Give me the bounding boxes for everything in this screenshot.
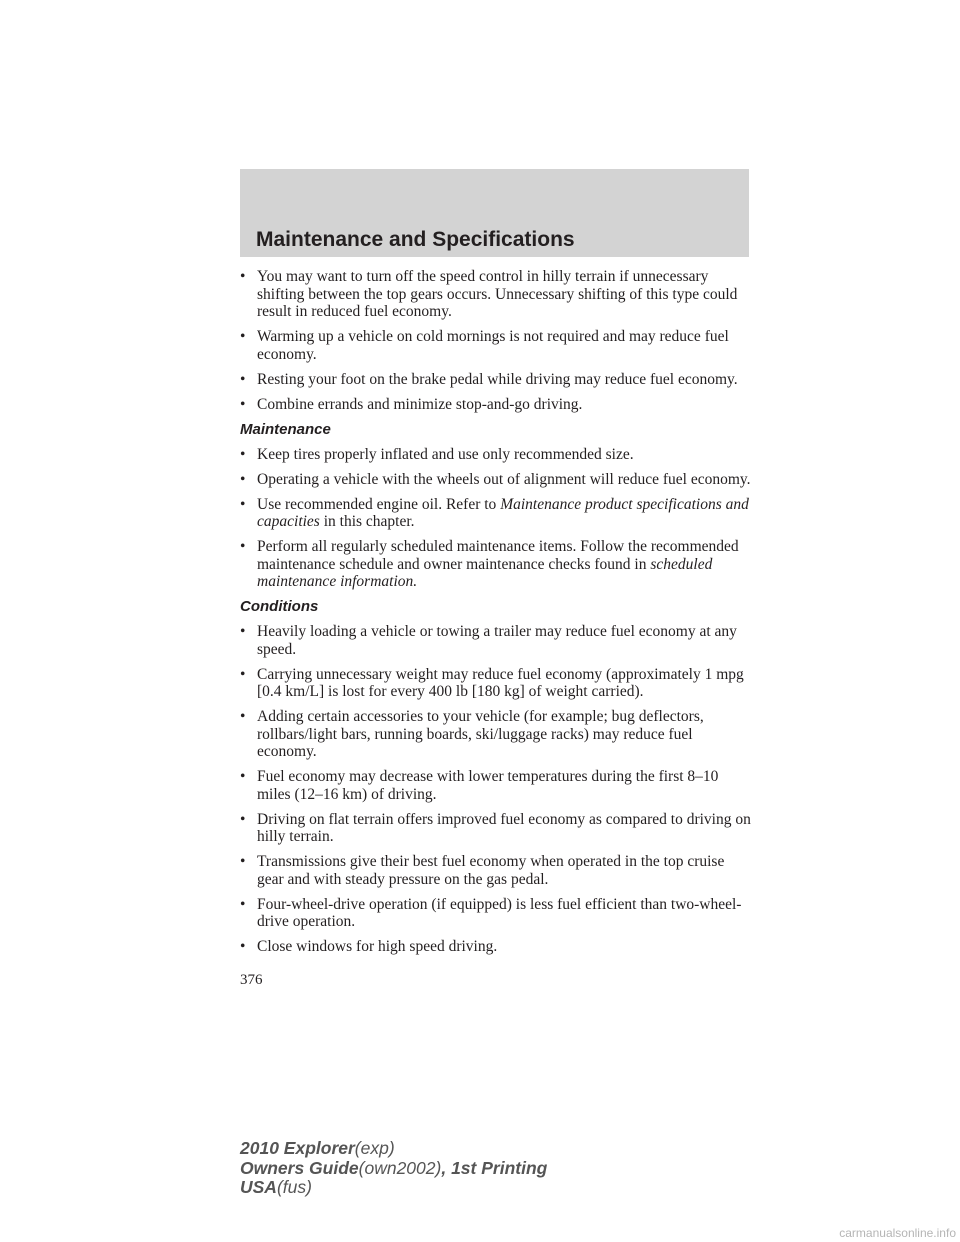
- footer-region: USA: [240, 1177, 277, 1197]
- bullet-item: [240, 268, 754, 321]
- bullet-text: Keep tires properly inflated and use only recommended size.: [257, 445, 634, 463]
- bullet-text: in this chapter.: [319, 513, 415, 530]
- bullet-item: [240, 446, 754, 464]
- bullet-icon: •: [240, 708, 246, 725]
- bullet-text: Close windows for high speed driving.: [257, 938, 498, 955]
- bullet-text: Carrying unnecessary weight may reduce fuel economy (approximately 1 mpg [0.4 km/L] is lost for every 400 lb [180 kg] of weight carried).: [257, 665, 744, 700]
- footer-line-model: [240, 1139, 547, 1159]
- bullet-text: Use recommended engine oil. Refer to: [257, 495, 501, 513]
- bullet-item: [240, 496, 754, 531]
- bullet-item: [240, 768, 754, 803]
- bullet-icon: •: [240, 328, 246, 345]
- bullet-text: Fuel economy may decrease with lower temperatures during the first 8–10 miles (12–16 km) of driving.: [257, 768, 719, 803]
- footer-line-guide: [240, 1159, 547, 1179]
- bullet-text: Adding certain accessories to your vehicle (for example; bug deflectors, rollbars/light bars, running boards, ski/luggage racks) may reduce fuel economy.: [257, 708, 704, 760]
- bullet-text: Combine errands and minimize stop-and-go driving.: [257, 395, 583, 413]
- bullet-text: Driving on flat terrain offers improved fuel economy as compared to driving on hilly terrain.: [257, 810, 751, 845]
- bullet-item: [240, 666, 754, 701]
- bullet-text: You may want to turn off the speed control in hilly terrain if unnecessary shifting between the top gears occurs. Unnecessary shifting of this type could result in reduced fuel economy.: [257, 268, 738, 320]
- document-footer: [240, 1139, 547, 1198]
- footer-line-region: [240, 1178, 547, 1198]
- bullet-icon: •: [240, 623, 246, 640]
- footer-region-code: (fus): [276, 1177, 312, 1197]
- bullet-text: Perform all regularly scheduled maintenance items. Follow the recommended maintenance schedule and owner maintenance checks found in: [257, 538, 739, 573]
- bullet-icon: •: [240, 895, 246, 913]
- bullet-icon: •: [240, 810, 246, 828]
- bullet-icon: •: [240, 938, 246, 955]
- section-heading: Maintenance: [240, 420, 331, 438]
- cross-reference: scheduled maintenance information.: [257, 555, 713, 590]
- page-content: [240, 268, 754, 963]
- bullet-icon: •: [240, 445, 246, 463]
- watermark: carmanualsonline.info: [839, 1226, 956, 1240]
- bullet-text: Transmissions give their best fuel economy when operated in the top cruise gear and with steady pressure on the gas pedal.: [257, 853, 725, 888]
- page-number: 376: [240, 972, 263, 988]
- bullet-icon: •: [240, 495, 246, 513]
- bullet-text: Resting your foot on the brake pedal while driving may reduce fuel economy.: [257, 370, 738, 388]
- bullet-text: Four-wheel-drive operation (if equipped) is less fuel efficient than two-wheel-drive operation.: [257, 895, 742, 930]
- chapter-title: Maintenance and Specifications: [256, 228, 575, 251]
- section-heading: Conditions: [240, 598, 319, 615]
- bullet-icon: •: [240, 395, 246, 413]
- bullet-item: [240, 708, 754, 761]
- bullet-item: [240, 938, 754, 956]
- bullet-list: [240, 623, 754, 956]
- bullet-icon: •: [240, 538, 246, 555]
- cross-reference: Maintenance product specifications and capacities: [257, 495, 749, 530]
- bullet-text: Heavily loading a vehicle or towing a trailer may reduce fuel economy at any speed.: [257, 623, 737, 658]
- bullet-text: Operating a vehicle with the wheels out of alignment will reduce fuel economy.: [257, 470, 751, 488]
- bullet-icon: •: [240, 370, 246, 388]
- bullet-item: [240, 396, 754, 414]
- bullet-icon: •: [240, 768, 246, 785]
- bullet-icon: •: [240, 853, 246, 870]
- bullet-item: [240, 471, 754, 489]
- bullet-list: [240, 446, 754, 591]
- footer-guide-code: (own2002): [358, 1157, 442, 1178]
- bullet-icon: •: [240, 268, 246, 285]
- bullet-item: [240, 811, 754, 846]
- bullet-icon: •: [240, 470, 246, 488]
- bullet-text: Warming up a vehicle on cold mornings is not required and may reduce fuel economy.: [257, 328, 729, 363]
- footer-guide: Owners Guide: [240, 1157, 359, 1178]
- bullet-item: [240, 853, 754, 888]
- bullet-icon: •: [240, 665, 246, 683]
- bullet-item: [240, 328, 754, 363]
- footer-printing: , 1st Printing: [441, 1157, 548, 1178]
- chapter-header-band: [240, 169, 749, 257]
- bullet-item: [240, 623, 754, 658]
- footer-model-code: (exp): [354, 1138, 395, 1158]
- footer-model: 2010 Explorer: [240, 1138, 355, 1158]
- bullet-item: [240, 896, 754, 931]
- bullet-item: [240, 538, 754, 591]
- bullet-list: [240, 268, 754, 413]
- bullet-item: [240, 371, 754, 389]
